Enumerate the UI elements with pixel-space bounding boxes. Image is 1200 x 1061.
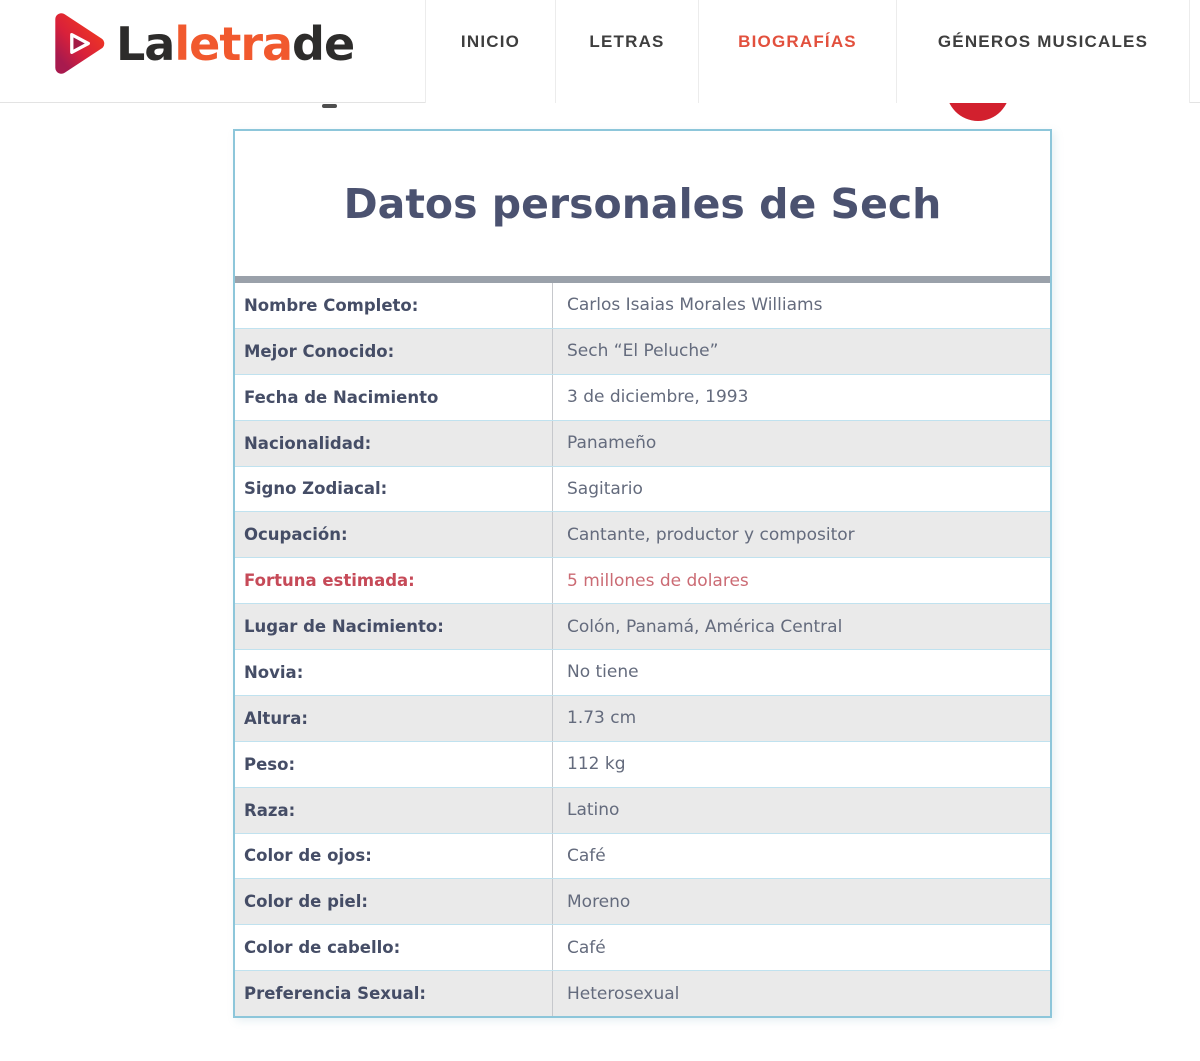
logo-part-3: de: [292, 16, 355, 71]
table-row: [235, 466, 1050, 512]
artifact-dash: [322, 104, 337, 108]
row-label: Peso:: [235, 742, 553, 787]
table-row: [235, 420, 1050, 466]
row-value: 112 kg: [567, 754, 626, 775]
logo-wordmark: [116, 16, 355, 71]
row-value: Latino: [567, 800, 620, 821]
row-value: Café: [567, 937, 606, 958]
row-label: Color de piel:: [235, 879, 553, 924]
row-value: Heterosexual: [567, 983, 680, 1004]
row-label: Color de ojos:: [235, 834, 553, 879]
row-label: Lugar de Nacimiento:: [235, 604, 553, 649]
row-value: Sech “El Peluche”: [567, 341, 719, 362]
row-label: Fortuna estimada:: [235, 558, 553, 603]
row-value: Moreno: [567, 891, 631, 912]
table-row: [235, 970, 1050, 1016]
row-value: Colón, Panamá, América Central: [567, 616, 843, 637]
row-value: 3 de diciembre, 1993: [567, 387, 749, 408]
nav-item-generos-musicales[interactable]: GÉNEROS MUSICALES: [896, 0, 1190, 103]
logo-part-1: La: [116, 16, 175, 71]
nav-item-inicio[interactable]: INICIO: [425, 0, 555, 103]
row-value: No tiene: [567, 662, 639, 683]
row-value: Café: [567, 845, 606, 866]
table-row: [235, 649, 1050, 695]
datos-personales-card: [233, 129, 1052, 1018]
row-value: Sagitario: [567, 478, 643, 499]
row-label: Mejor Conocido:: [235, 329, 553, 374]
card-title: Datos personales de Sech: [343, 179, 942, 228]
datos-table: [235, 283, 1050, 1016]
nav-item-letras[interactable]: LETRAS: [555, 0, 698, 103]
table-row: [235, 283, 1050, 328]
row-value: 5 millones de dolares: [567, 570, 749, 591]
table-row: [235, 511, 1050, 557]
table-row: [235, 924, 1050, 970]
table-row: [235, 741, 1050, 787]
table-row: [235, 833, 1050, 879]
site-logo[interactable]: [52, 12, 354, 75]
main-nav: [425, 0, 1190, 103]
row-label: Nacionalidad:: [235, 421, 553, 466]
site-header: [0, 0, 1200, 103]
table-row: [235, 374, 1050, 420]
play-icon: [52, 12, 107, 75]
row-label: Signo Zodiacal:: [235, 467, 553, 512]
table-row: [235, 603, 1050, 649]
row-value: Panameño: [567, 433, 657, 454]
row-value: Cantante, productor y compositor: [567, 524, 855, 545]
row-label: Ocupación:: [235, 512, 553, 557]
row-label: Raza:: [235, 788, 553, 833]
row-label: Altura:: [235, 696, 553, 741]
logo-part-2: letra: [174, 16, 293, 71]
table-row: [235, 878, 1050, 924]
table-row-fortuna: [235, 557, 1050, 603]
row-value: Carlos Isaias Morales Williams: [567, 295, 823, 316]
nav-item-biografias[interactable]: BIOGRAFÍAS: [698, 0, 896, 103]
row-label: Novia:: [235, 650, 553, 695]
table-row: [235, 695, 1050, 741]
row-label: Fecha de Nacimiento: [235, 375, 553, 420]
row-label: Nombre Completo:: [235, 283, 553, 328]
table-row: [235, 328, 1050, 374]
table-row: [235, 787, 1050, 833]
row-label: Color de cabello:: [235, 925, 553, 970]
title-divider: [235, 276, 1050, 283]
card-title-wrap: [235, 131, 1050, 276]
row-label: Preferencia Sexual:: [235, 971, 553, 1016]
row-value: 1.73 cm: [567, 708, 637, 729]
